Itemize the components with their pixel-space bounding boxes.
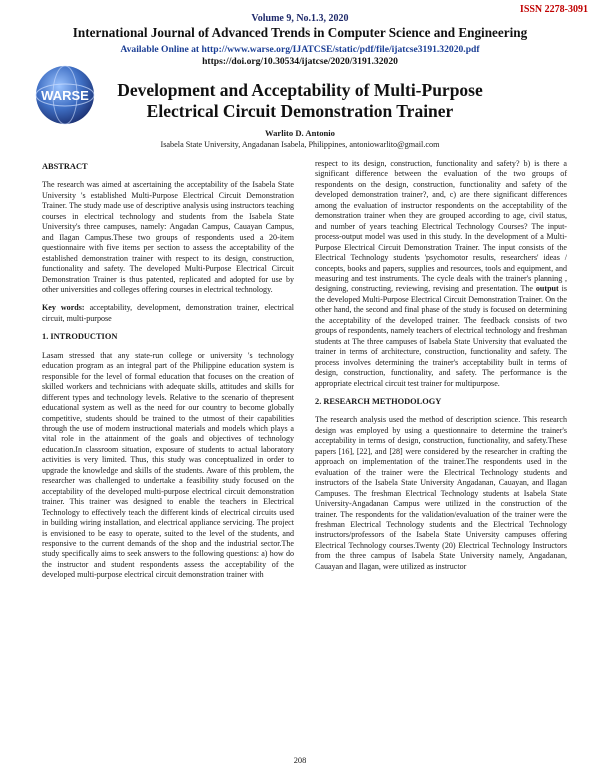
page-number: 208	[293, 756, 307, 765]
keywords-label: Key words:	[42, 303, 85, 313]
online-url-link[interactable]: Available Online at http://www.warse.org/IJATCSE/static/pdf/file/ijatcse3191.32020.pdf	[120, 44, 480, 55]
author-affiliation: Isabela State University, Angadanan Isabela, Philippines, antoniowarlito@gmail.com	[160, 140, 440, 149]
keywords	[42, 303, 294, 324]
paper-title	[100, 80, 500, 122]
warse-logo	[34, 64, 96, 126]
title-line-2: Electrical Circuit Demonstration Trainer	[146, 101, 454, 121]
abstract-heading: ABSTRACT	[42, 162, 88, 171]
issn-label: ISSN 2278-3091	[519, 4, 588, 15]
logo-text: WARSE	[41, 88, 89, 103]
keywords-text: acceptability, development, demonstration trainer, electrical circuit, multi-purpose	[42, 303, 294, 323]
abstract-text: The research was aimed at ascertaining the acceptability of the Isabela State University 's established Multi-Purpose Electrical Circuit Demonstration Trainer. The study made use of descriptive analysis using instructors teaching courses in electrical technology and students from the Isabela State University's three campuses, namely: Angadan Campus, Cauayan Campus, and Ilagan Campus.These two groups of respondents used a 20-item questionnaire with five items per section to assess the acceptability of the established demonstration trainer with respect to its design, construction, functionality and safety. The developed Multi-Purpose Electrical Circuit Demonstration Trainer is thus patented, replicated and adopted for use by other universities and colleges offering courses in electrical technology.	[42, 180, 294, 294]
volume-label: Volume 9, No.1.3, 2020	[251, 13, 349, 24]
journal-title: International Journal of Advanced Trends in Computer Science and Engineering	[72, 25, 528, 40]
left-column	[42, 158, 294, 589]
author-name: Warlito D. Antonio	[265, 128, 335, 138]
introduction-continued	[315, 159, 567, 389]
intro-continued-part1: respect to its design, construction, functionality and safety? b) is there a significant difference between the evaluation of the two groups of respondents on the design, construction, functionality and safety of the developed demonstration trainer?, and, c) are there significant differences among the evaluation of instructor respondents on the acceptability of the demonstration trainer when they are grouped according to age, civil status, and number of years teaching Electrical Technology Courses? The input-process-output model was used in this study. In the development of a Multi-Purpose Electrical Circuit Demonstration Trainer. The input consists of the Electrical Technology students 'psychomotor results, researchers' ideas / concepts, books and papers, supplies and resources, tools and equipment, and measuring and test instruments. The cycle deals with the trainer's planning , designing, constructing, reviewing, revising and presentation. The	[315, 159, 567, 294]
intro-continued-part2: is the developed Multi-Purpose Electrical Circuit Demonstration Trainer. On the other hand, the second and final phase of the study is focused on determining the acceptability of the developed trainer. The feedback consists of two groups of respondents, namely teachers of electrical technology and freshman students at The three campuses of Isabela State University that evaluated the trainer in terms of architecture, construction, functionality and safety. The process involves determining the trainer's acceptability built in terms of design, construction, functionality, and safety. The performance is the appropriate electrical circuit test trainer for multipurpose.	[315, 284, 567, 388]
introduction-text: Lasam stressed that any state-run college or university 's technology education program as an integral part of the Philippine education system is responsible for the level of formal education that focuses on the creation of skilled workers and technicians with adequate skills, attitudes and skills for different types and technology levels. Relative to the scenario of thepresent educational system as well as the need for our country to become globally competitive, students should be trained to the utmost of their capabilities through the use of modern instructional materials and models which plays a vital role in the attainment of the goals and objectives of technology education.In classroom situation, exposure of students to actual laboratory activities is very limited. Thus, this study was conceptualized in order to upgrade the knowledge and skills of the students. Aware of this problem, the researcher was challenged to undertake a feasibility study focused on the acceptability of the developed multi-purpose electrical circuit demonstration trainer. This trainer was designed to enable the teachers in Electrical Technology to effectively teach the different kinds of electrical circuits used in building wiring installation, and electrical appliance servicing. The project is envisioned to be easy to operate, suited to the level of the students, and responsive to the current demands of the shop and the industrial sector.The study specifically aims to seek answers to the following questions: a) how do the instructor and student respondents assess the acceptability of the developed multi-purpose electrical circuit demonstration trainer with	[42, 350, 294, 580]
methodology-heading: 2. RESEARCH METHODOLOGY	[315, 396, 442, 406]
output-term: output	[535, 284, 559, 294]
title-line-1: Development and Acceptability of Multi-Purpose	[117, 80, 483, 100]
right-column	[315, 159, 567, 580]
doi-link[interactable]: https://doi.org/10.30534/ijatcse/2020/3191.32020	[202, 56, 398, 67]
introduction-heading: 1. INTRODUCTION	[42, 332, 118, 342]
methodology-text: The research analysis used the method of description science. This research design was employed by using a questionnaire to determine the trainer's acceptability in terms of design, construction, functionality, and safety.These papers [16], [22], and [28] were considered by the researcher in crafting the approach on implementation of the trainer.The respondents used in the evaluation of the trainer were the Electrical Technology students and instructors of the Isabela State University Angadanan, Cauayan, and Ilagan Campuses. The freshman Electrical Technology students at Isabela State University-Angadanan Campus were utilized in the construction of the trainer. The respondents for the validation/evaluation of the trainer were the freshman Electrical Technology students and the Electrical Technology instructors/professors of the Isabela State University campuses offering Electrical Technology courses.Twenty (20) Electrical Technology Instructors from the three campus of Isabela State University namely, Angadanan, Cauayan and Ilagan, were utilized as instructor	[315, 415, 567, 571]
